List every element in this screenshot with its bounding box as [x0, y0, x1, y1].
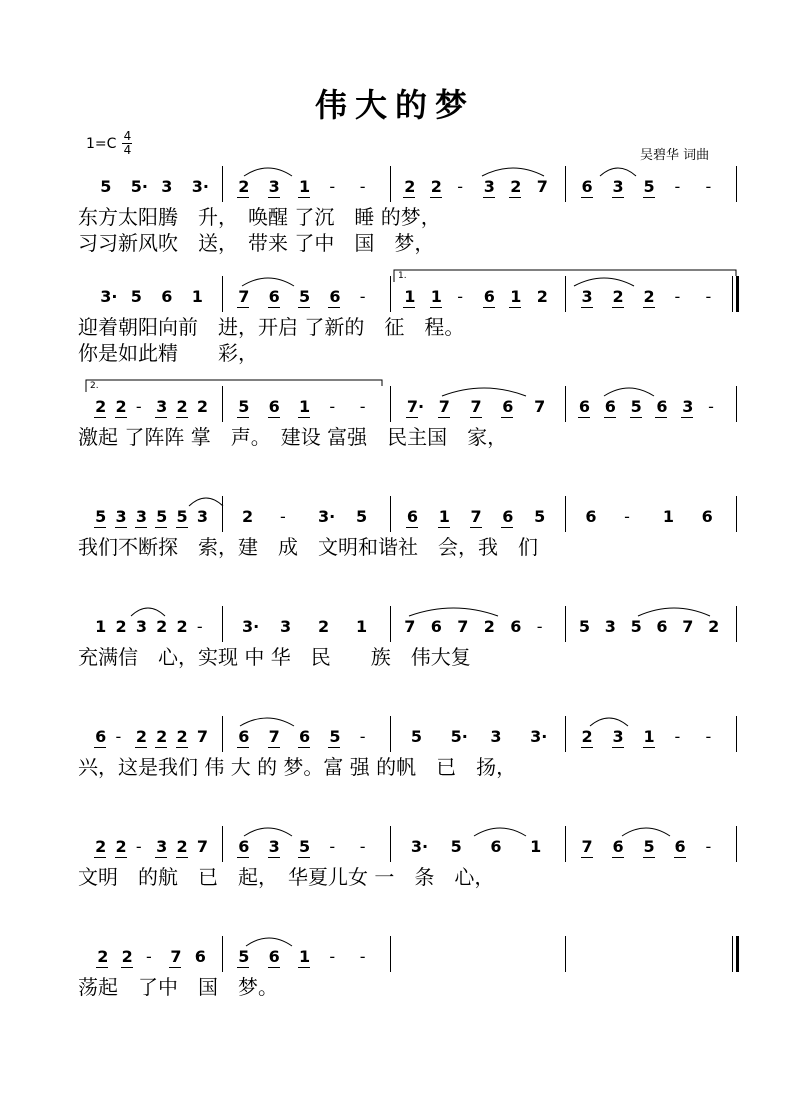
- time-denominator: 4: [123, 143, 132, 157]
- note: 5: [95, 507, 107, 526]
- note: 2: [97, 947, 109, 966]
- bar-line: [565, 936, 566, 972]
- note: 6: [268, 947, 280, 966]
- note: 7: [170, 947, 182, 966]
- note: 5: [450, 837, 462, 856]
- beam-line: [94, 417, 106, 418]
- bar-line: [732, 276, 733, 312]
- note: 5: [643, 837, 655, 856]
- note: 2: [581, 727, 593, 746]
- beam-line: [298, 857, 310, 858]
- beam-line: [237, 747, 249, 748]
- note: 5: [100, 177, 112, 196]
- note: -: [457, 177, 464, 196]
- time-signature: [122, 130, 132, 157]
- beam-line: [406, 527, 418, 528]
- beam-line: [581, 857, 593, 858]
- note: -: [196, 617, 203, 636]
- note: 7: [268, 727, 280, 746]
- bar-line: [736, 606, 737, 642]
- note: 5: [299, 837, 311, 856]
- note: 1: [643, 727, 655, 746]
- note: 7: [536, 177, 548, 196]
- note: 2: [176, 837, 188, 856]
- note: -: [708, 397, 714, 416]
- beam-line: [438, 527, 450, 528]
- beam-line: [604, 417, 616, 418]
- beam-line: [630, 417, 642, 418]
- note: 7: [470, 397, 482, 416]
- note: 5: [534, 507, 546, 526]
- note: 1: [404, 287, 416, 306]
- lyric-line: 我们不断探 索，建 成 文明和谐社 会，我 们: [78, 535, 538, 559]
- note: 7: [238, 287, 250, 306]
- repeat-bar-line: [736, 276, 739, 312]
- note: -: [359, 287, 366, 306]
- bar-line: [222, 276, 223, 312]
- note: 2: [115, 397, 127, 416]
- note: -: [705, 837, 712, 856]
- note: 6: [406, 507, 419, 526]
- beam-line: [298, 967, 310, 968]
- note: 3: [135, 507, 147, 526]
- beam-line: [655, 417, 667, 418]
- note: -: [674, 727, 681, 746]
- beam-line: [298, 417, 310, 418]
- second-ending-label: 2.: [90, 381, 99, 391]
- note: 6: [585, 507, 597, 526]
- slur: [590, 718, 628, 726]
- beam-line: [578, 417, 590, 418]
- beam-line: [237, 857, 249, 858]
- note: 7: [534, 397, 546, 416]
- beam-line: [470, 417, 482, 418]
- beam-line: [430, 197, 442, 198]
- note: 3: [612, 177, 624, 196]
- note: 3: [156, 837, 168, 856]
- note: 6: [656, 617, 668, 636]
- bar-line: [565, 386, 566, 422]
- note: 3·: [191, 177, 209, 196]
- note: 3: [612, 727, 624, 746]
- lyric-line: 你是如此精 彩，: [78, 341, 258, 365]
- note: 1: [430, 287, 442, 306]
- bar-line: [736, 166, 737, 202]
- bar-line: [222, 826, 223, 862]
- beam-line: [581, 197, 593, 198]
- bar-line: [390, 496, 391, 532]
- slur: [604, 388, 654, 396]
- slur: [474, 828, 526, 836]
- note: 5: [238, 947, 250, 966]
- note: -: [135, 837, 142, 856]
- note: 7: [470, 507, 482, 526]
- beam-line: [643, 857, 655, 858]
- note: -: [146, 947, 152, 966]
- lyric-line: 东方太阳腾 升， 唤醒 了沉 睡 的梦，: [78, 205, 441, 229]
- note: 2: [156, 727, 168, 746]
- note: -: [705, 287, 712, 306]
- note: 2: [115, 837, 127, 856]
- note: 2: [708, 617, 720, 636]
- note: 1: [95, 617, 107, 636]
- beam-line: [176, 527, 188, 528]
- note: 3·: [410, 837, 429, 856]
- note: 2: [176, 397, 188, 416]
- note: 7: [682, 617, 694, 636]
- beam-line: [268, 967, 280, 968]
- beam-line: [581, 307, 593, 308]
- note: 2: [404, 177, 416, 196]
- note: -: [329, 397, 336, 416]
- beam-line: [470, 527, 482, 528]
- beam-line: [483, 197, 495, 198]
- beam-line: [176, 417, 188, 418]
- note: 1: [299, 397, 311, 416]
- beam-line: [298, 197, 310, 198]
- beam-line: [237, 197, 249, 198]
- bar-line: [222, 496, 223, 532]
- beam-line: [298, 307, 310, 308]
- note: 2: [121, 947, 133, 966]
- beam-line: [96, 967, 108, 968]
- bar-line: [565, 716, 566, 752]
- note: 3: [135, 617, 147, 636]
- note: -: [705, 727, 712, 746]
- note: 2: [115, 617, 127, 636]
- note: 1: [530, 837, 542, 856]
- note: 5: [176, 507, 188, 526]
- bar-line: [390, 606, 391, 642]
- note: 6: [430, 617, 442, 636]
- bar-line: [390, 826, 391, 862]
- key-signature: [86, 130, 132, 157]
- beam-line: [237, 967, 249, 968]
- note: 7: [404, 617, 416, 636]
- note: 3: [581, 287, 593, 306]
- first-ending-label: 1.: [398, 271, 407, 281]
- note: -: [115, 727, 122, 746]
- beam-line: [155, 857, 167, 858]
- note: 6: [502, 397, 514, 416]
- slur: [482, 168, 544, 176]
- beam-line: [681, 417, 693, 418]
- note: 6: [674, 837, 686, 856]
- note: 2: [612, 287, 624, 306]
- slur: [442, 388, 526, 396]
- note: 6: [161, 287, 173, 306]
- note: 6: [656, 397, 668, 416]
- bar-line: [736, 386, 737, 422]
- bar-line: [222, 716, 223, 752]
- beam-line: [155, 747, 167, 748]
- note: 1: [662, 507, 675, 526]
- note: 2: [156, 617, 168, 636]
- note: 2: [196, 397, 208, 416]
- bar-line: [222, 386, 223, 422]
- beam-line: [501, 417, 513, 418]
- note: 5·: [130, 177, 148, 196]
- note: -: [359, 837, 366, 856]
- beam-line: [612, 197, 624, 198]
- bar-line: [565, 826, 566, 862]
- note: 3·: [242, 617, 260, 636]
- note: 3: [156, 397, 168, 416]
- note: 6: [95, 727, 107, 746]
- beam-line: [268, 307, 280, 308]
- beam-line: [176, 747, 188, 748]
- beam-line: [298, 747, 310, 748]
- beam-line: [406, 417, 418, 418]
- note: -: [280, 507, 286, 526]
- note: 6: [581, 177, 593, 196]
- beam-line: [94, 747, 106, 748]
- note: 3: [268, 837, 280, 856]
- beam-line: [612, 747, 624, 748]
- beam-line: [403, 197, 415, 198]
- note: 6: [268, 287, 280, 306]
- note: 2: [238, 177, 250, 196]
- note: 5: [238, 397, 250, 416]
- note: 5: [630, 617, 642, 636]
- beam-line: [268, 747, 280, 748]
- note: 3·: [100, 287, 118, 306]
- note: 5: [410, 727, 423, 746]
- note: 3: [268, 177, 280, 196]
- beam-line: [612, 307, 624, 308]
- note: 1: [438, 507, 450, 526]
- note: 3: [604, 617, 616, 636]
- bar-line: [390, 386, 391, 422]
- note: 3·: [530, 727, 548, 746]
- note: 6: [604, 397, 616, 416]
- note: 6: [268, 397, 280, 416]
- beam-line: [403, 307, 415, 308]
- note: 6: [483, 287, 495, 306]
- beam-line: [121, 967, 133, 968]
- slur: [246, 938, 292, 946]
- note: -: [674, 287, 681, 306]
- bar-line: [732, 936, 733, 972]
- beam-line: [135, 527, 147, 528]
- slur: [131, 608, 165, 616]
- note: 2: [242, 507, 254, 526]
- beam-line: [94, 857, 106, 858]
- note: -: [329, 947, 336, 966]
- bar-line: [390, 276, 391, 312]
- note: 6: [299, 727, 311, 746]
- bar-line: [736, 826, 737, 862]
- bar-line: [222, 936, 223, 972]
- note: 6: [490, 837, 502, 856]
- bar-line: [390, 166, 391, 202]
- note: 1: [510, 287, 522, 306]
- note: -: [359, 727, 366, 746]
- note: -: [624, 507, 630, 526]
- note: 2: [536, 287, 548, 306]
- note: 2: [430, 177, 442, 196]
- note: 2: [176, 727, 188, 746]
- note: -: [536, 617, 543, 636]
- note: 5: [356, 507, 368, 526]
- note: 3: [490, 727, 502, 746]
- beam-line: [268, 197, 280, 198]
- slur: [409, 608, 498, 616]
- beam-line: [674, 857, 686, 858]
- slur: [622, 828, 670, 836]
- note: -: [359, 397, 366, 416]
- slur: [638, 608, 710, 616]
- final-bar-line: [736, 936, 739, 972]
- note: 5: [630, 397, 642, 416]
- note: 2: [318, 617, 330, 636]
- note: 6: [578, 397, 591, 416]
- slur: [244, 168, 292, 176]
- note: -: [329, 177, 336, 196]
- note: -: [674, 177, 681, 196]
- beam-line: [115, 527, 127, 528]
- note: -: [359, 177, 366, 196]
- note: 6: [329, 287, 341, 306]
- slur: [189, 498, 223, 506]
- slur: [244, 828, 292, 836]
- beam-line: [501, 527, 513, 528]
- beam-line: [438, 417, 450, 418]
- note: 3·: [318, 507, 336, 526]
- beam-line: [135, 747, 147, 748]
- note: 6: [238, 837, 250, 856]
- note: 5: [156, 507, 168, 526]
- song-title: 伟大的梦: [314, 86, 475, 124]
- note: -: [359, 947, 366, 966]
- beam-line: [115, 857, 127, 858]
- beam-line: [581, 747, 593, 748]
- note: 3: [280, 617, 292, 636]
- lyric-line: 文明 的航 已 起， 华夏儿女 一 条 心，: [78, 865, 495, 889]
- time-numerator: 4: [123, 129, 132, 143]
- note: 2: [510, 177, 522, 196]
- beam-line: [509, 307, 521, 308]
- bar-line: [736, 716, 737, 752]
- note: -: [135, 397, 142, 416]
- note: 2: [483, 617, 495, 636]
- beam-line: [612, 857, 624, 858]
- note: -: [457, 287, 464, 306]
- beam-line: [483, 307, 495, 308]
- beam-line: [643, 747, 655, 748]
- note: 2: [643, 287, 655, 306]
- beam-line: [268, 417, 280, 418]
- lyric-line: 荡起 了中 国 梦。: [78, 975, 278, 999]
- lyric-line: 充满信 心，实现 中 华 民 族 伟大复: [78, 645, 471, 669]
- beam-line: [643, 197, 655, 198]
- note: 5·: [450, 727, 468, 746]
- beam-line: [643, 307, 655, 308]
- slur: [240, 718, 294, 726]
- bar-line: [390, 716, 391, 752]
- beam-line: [509, 197, 521, 198]
- note: 3: [196, 507, 208, 526]
- beam-line: [155, 417, 167, 418]
- lyric-line: 习习新风吹 送， 带来 了中 国 梦，: [78, 231, 435, 255]
- bar-line: [222, 166, 223, 202]
- beam-line: [237, 417, 249, 418]
- lyric-line: 激起 了阵阵 掌 声。 建设 富强 民主国 家，: [78, 425, 508, 449]
- note: 6: [701, 507, 713, 526]
- note: 3: [161, 177, 173, 196]
- note: 7: [438, 397, 450, 416]
- beam-line: [328, 747, 340, 748]
- beam-line: [328, 307, 340, 308]
- slur: [574, 278, 634, 286]
- beam-line: [430, 307, 442, 308]
- note: 7: [196, 837, 208, 856]
- beam-line: [155, 527, 167, 528]
- beam-line: [237, 307, 249, 308]
- bar-line: [565, 496, 566, 532]
- second-ending-bracket: [86, 380, 382, 392]
- note: 5: [578, 617, 591, 636]
- note: 2: [176, 617, 188, 636]
- note: 5: [130, 287, 142, 306]
- note: 1: [191, 287, 203, 306]
- note: 5: [299, 287, 311, 306]
- note: 3: [115, 507, 127, 526]
- lyric-line: 兴，这是我们 伟 大 的 梦。富 强 的帆 已 扬，: [78, 755, 517, 779]
- key-label: 1=C: [86, 135, 117, 152]
- note: 7: [196, 727, 208, 746]
- note: 7: [457, 617, 469, 636]
- note: 5: [329, 727, 341, 746]
- note: 6: [194, 947, 206, 966]
- beam-line: [169, 967, 181, 968]
- beam-line: [268, 857, 280, 858]
- beam-line: [94, 527, 106, 528]
- note: 1: [299, 177, 311, 196]
- note: 2: [95, 397, 107, 416]
- slur: [600, 168, 636, 176]
- note: 5: [643, 177, 655, 196]
- note: 2: [95, 837, 107, 856]
- note: 3: [682, 397, 694, 416]
- bar-line: [565, 276, 566, 312]
- bar-line: [565, 606, 566, 642]
- bar-line: [565, 166, 566, 202]
- note: 6: [612, 837, 624, 856]
- beam-line: [176, 857, 188, 858]
- note: 3: [483, 177, 495, 196]
- note: -: [329, 837, 336, 856]
- author-credit: 吴碧华 词曲: [640, 148, 710, 163]
- note: 7·: [406, 397, 425, 416]
- note: 1: [356, 617, 368, 636]
- lyric-line: 迎着朝阳向前 进，开启 了新的 征 程。: [78, 315, 465, 339]
- note: 1: [299, 947, 311, 966]
- note: -: [705, 177, 712, 196]
- note: 2: [135, 727, 147, 746]
- beam-line: [115, 417, 127, 418]
- bar-line: [222, 606, 223, 642]
- note: 6: [510, 617, 522, 636]
- note: 7: [581, 837, 593, 856]
- bar-line: [736, 496, 737, 532]
- note: 6: [502, 507, 514, 526]
- slur: [242, 278, 294, 286]
- note: 6: [238, 727, 250, 746]
- bar-line: [390, 936, 391, 972]
